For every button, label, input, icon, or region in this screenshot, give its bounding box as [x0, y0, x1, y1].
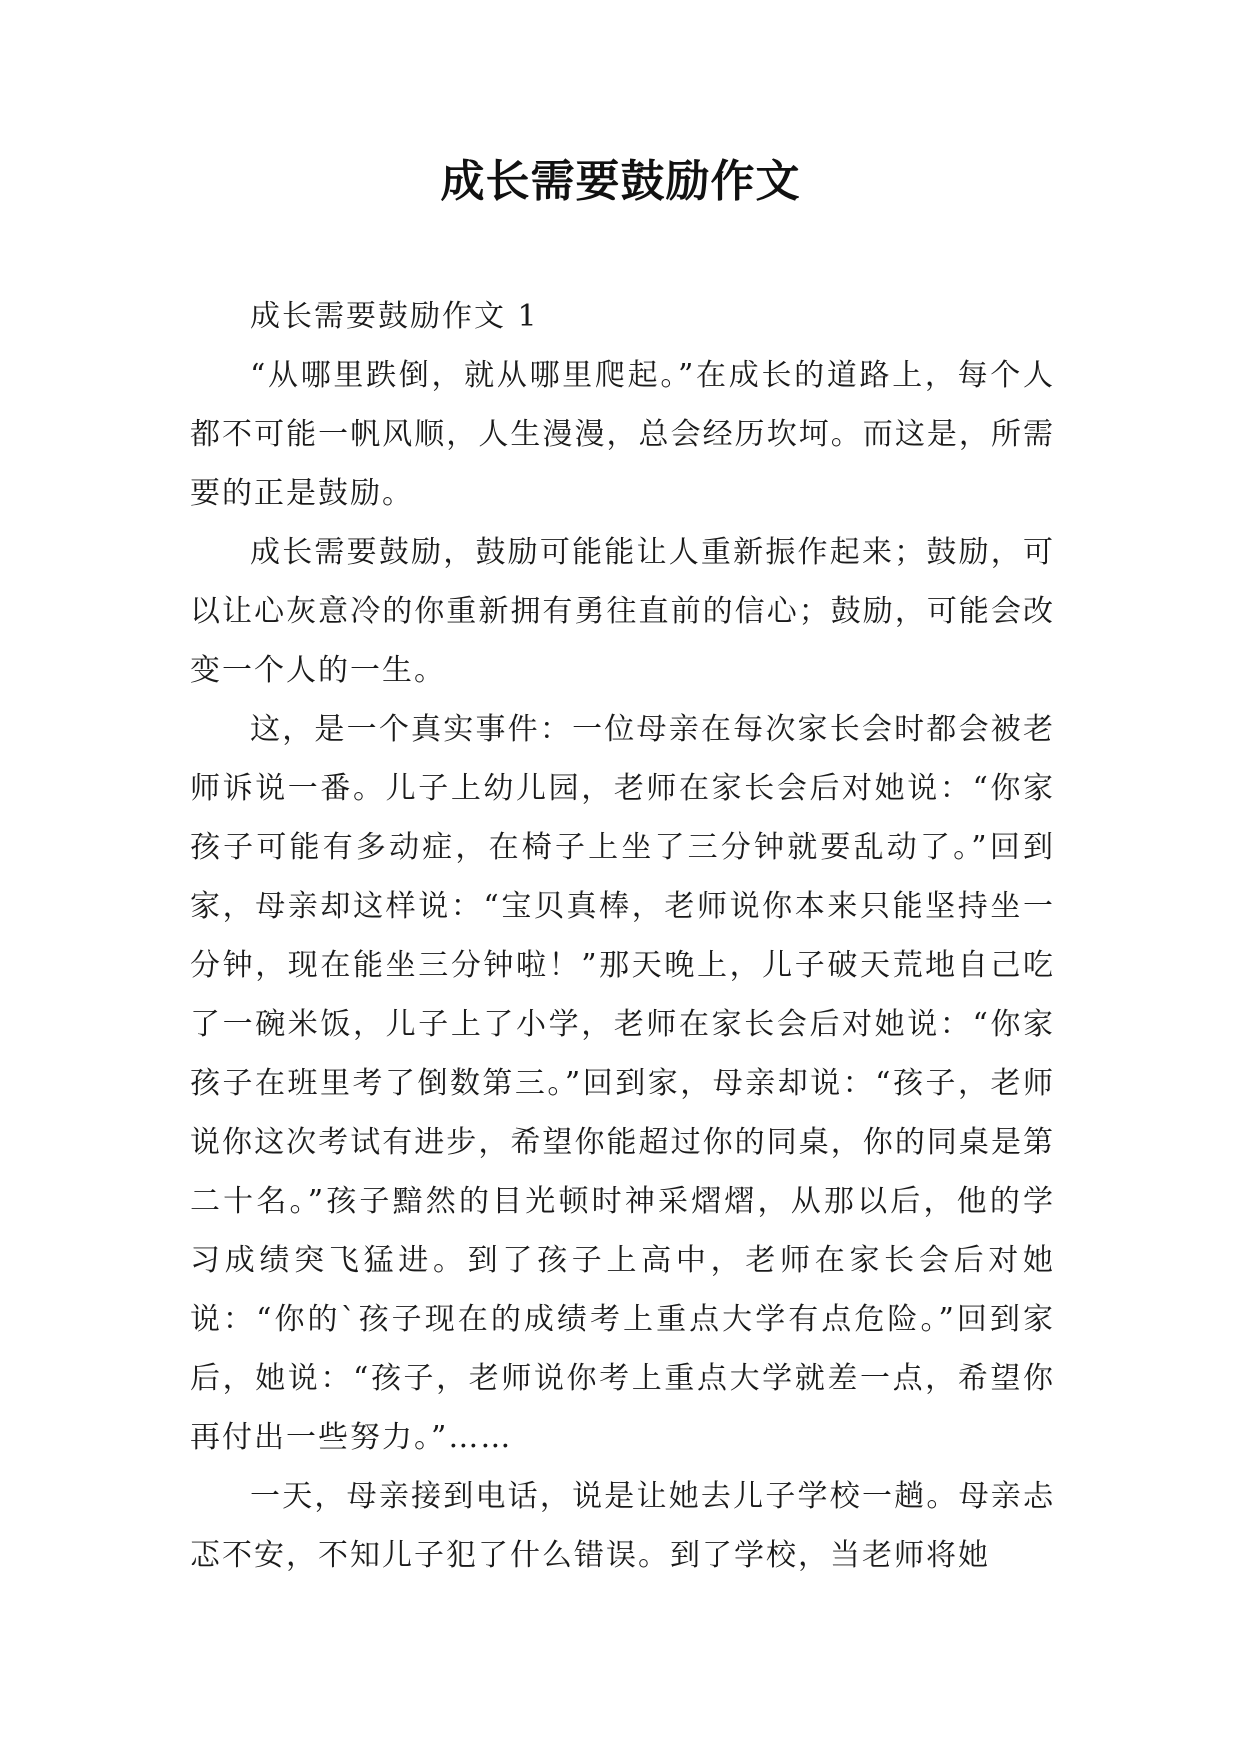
paragraph: 成长需要鼓励，鼓励可能能让人重新振作起来；鼓励，可以让心灰意冷的你重新拥有勇往直前的信心；鼓励，可能会改变一个人的一生。 — [190, 535, 1055, 688]
paragraph: 一天，母亲接到电话，说是让她去儿子学校一趟。母亲忐忑不安，不知儿子犯了什么错误。到了学校，当老师将她 — [190, 1479, 1055, 1573]
section-heading: 成长需要鼓励作文 1 — [250, 299, 539, 334]
document-body — [190, 287, 1055, 1585]
document-title: 成长需要鼓励作文 — [440, 156, 801, 207]
paragraph: 这，是一个真实事件：一位母亲在每次家长会时都会被老师诉说一番。儿子上幼儿园，老师在家长会后对她说：“你家孩子可能有多动症，在椅子上坐了三分钟就要乱动了。”回到家，母亲却这样说：“宝贝真棒，老师说你本来只能坚持坐一分钟，现在能坐三分钟啦！”那天晚上，儿子破天荒地自己吃了一碗米饭，儿子上了小学，老师在家长会后对她说：“你家孩子在班里考了倒数第三。”回到家，母亲却说：“孩子，老师说你这次考试有进步，希望你能超过你的同桌，你的同桌是第二十名。”孩子黯然的目光顿时神采熠熠，从那以后，他的学习成绩突飞猛进。到了孩子上高中，老师在家长会后对她说：“你的`孩子现在的成绩考上重点大学有点危险。”回到家后，她说：“孩子，老师说你考上重点大学就差一点，希望你再付出一些努力。”…… — [190, 712, 1055, 1455]
paragraph: “从哪里跌倒，就从哪里爬起。”在成长的道路上，每个人都不可能一帆风顺，人生漫漫，总会经历坎坷。而这是，所需要的正是鼓励。 — [190, 358, 1055, 511]
